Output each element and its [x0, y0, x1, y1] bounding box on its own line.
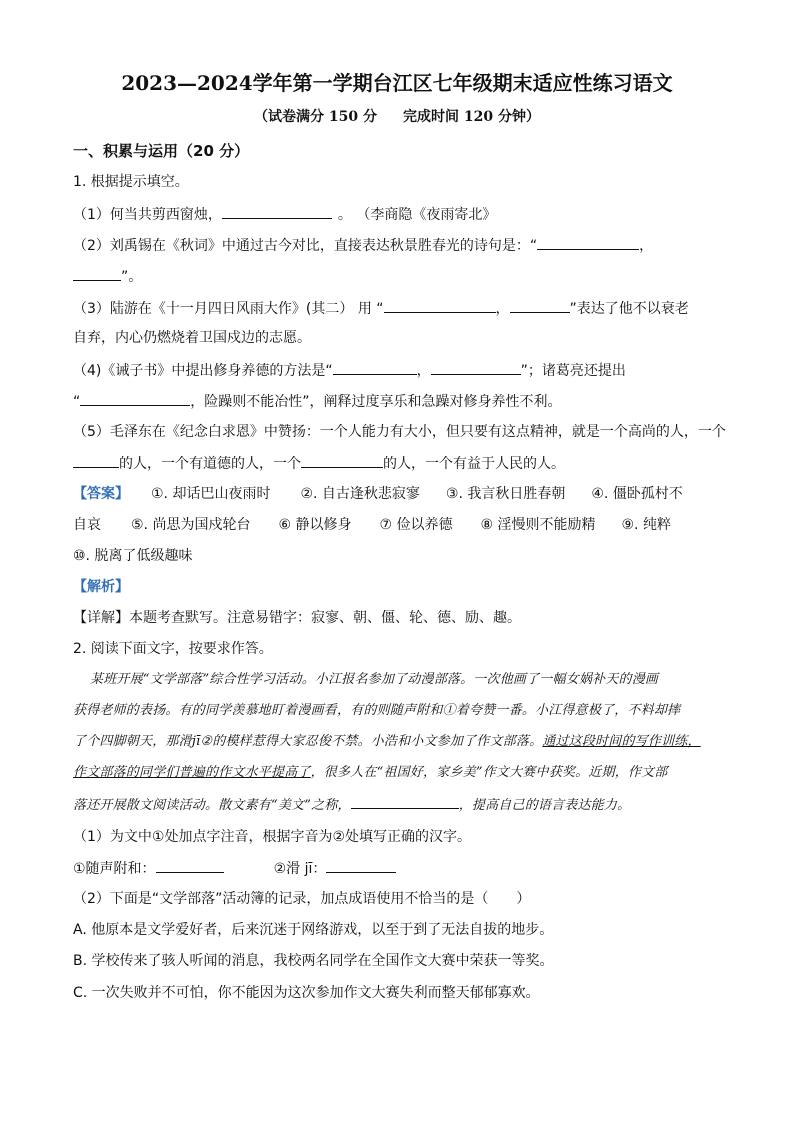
q1-item-5-text: 的人，一个有道德的人，一个: [119, 456, 301, 472]
q1-item-3: [73, 298, 689, 319]
answer-blank[interactable]: [333, 360, 417, 375]
section-heading: 一、积累与运用（20 分）: [73, 142, 250, 160]
answer-item: ②. 自古逢秋悲寂寥: [300, 486, 420, 502]
answer-blank[interactable]: [326, 858, 396, 873]
q1-item-4-comma: ，: [416, 363, 431, 379]
analysis-detail: [73, 608, 521, 628]
detail-text: 本题考查默写。注意易错字：寂寥、朝、僵、轮、德、励、趣。: [129, 610, 521, 626]
answer-item: ⑩. 脱离了低级趣味: [73, 548, 193, 564]
answer-blank[interactable]: [156, 858, 224, 873]
answer-blank[interactable]: [537, 235, 639, 250]
q1-item-2-comma: ，: [639, 238, 654, 254]
answer-blank[interactable]: [384, 298, 496, 313]
detail-tag: 【详解】: [73, 610, 129, 626]
sub-1-label-a: ①随声附和：: [73, 861, 156, 877]
q1-item-2: [73, 235, 653, 256]
answer-blank[interactable]: [431, 360, 521, 375]
mark-1: ①: [442, 703, 456, 718]
question-2-stem: 2. 阅读下面文字，按要求作答。: [73, 641, 273, 657]
passage-line: [73, 701, 680, 721]
page-title: 2023—2024学年第一学期台江区七年级期末适应性练习语文: [121, 71, 673, 95]
answer-item: ⑧ 淫慢则不能励精: [480, 517, 596, 533]
q1-item-2-end: ”。: [121, 269, 143, 285]
passage-text: ，很多人在“祖国好，家乡美”作文大赛中获奖。近期，作文部: [310, 765, 668, 780]
passage-line: [73, 763, 668, 783]
answer-blank[interactable]: [80, 391, 190, 406]
q1-item-3-tail: ”表达了他不以衰老: [569, 301, 689, 317]
q1-item-2-text: （2）刘禹锡在《秋词》中通过古今对比，直接表达秋景胜春光的诗句是：“: [73, 238, 538, 254]
mark-2: jī②: [191, 734, 213, 749]
passage-text: ，提高自己的语言表达能力。: [458, 798, 631, 813]
answer-item: ①. 却话巴山夜雨时: [151, 486, 271, 502]
q1-item-3-comma: ，: [495, 301, 510, 317]
passage-text: 了个四脚朝天，那滑: [73, 734, 192, 749]
answer-item: ③. 我言秋日胜春朝: [445, 486, 566, 502]
answer-line-3: [73, 546, 192, 566]
passage-text: 落还开展散文阅读活动。散文素有“美文”之称，: [73, 798, 351, 813]
score-info: （试卷满分 150 分: [254, 109, 377, 125]
answer-tag: 【答案】: [73, 486, 129, 502]
exam-info: [0, 107, 794, 127]
q1-item-2-cont: [73, 266, 142, 287]
answer-item: ⑤. 尚思为国戍轮台: [131, 517, 251, 533]
q1-item-4-quote: “: [73, 394, 81, 410]
q1-item-4: [73, 360, 626, 381]
passage-line: [73, 732, 701, 752]
analysis-tag: 【解析】: [73, 579, 129, 595]
answer-blank[interactable]: [73, 266, 121, 281]
q1-item-3-cont: 自弃，内心仍燃烧着卫国戍边的志愿。: [73, 330, 311, 346]
q1-item-5-cont: [73, 453, 565, 474]
question-1-stem: 1. 根据提示填空。: [73, 174, 189, 190]
q1-item-4-tail: ”；诸葛亮还提出: [520, 363, 626, 379]
q1-item-4-cont: [73, 391, 562, 412]
passage-text: 着夸赞一番。小江得意极了，不料却摔: [455, 703, 681, 718]
q1-item-1: [73, 204, 496, 225]
answer-item-cont: 自哀: [73, 517, 101, 533]
option-b[interactable]: B. 学校传来了骇人听闻的消息，我校两名同学在全国作文大赛中荣获一等奖。: [73, 953, 554, 969]
answer-blank[interactable]: [351, 794, 459, 809]
answer-item: ⑦ 俭以养德: [379, 517, 453, 533]
option-a[interactable]: A. 他原本是文学爱好者，后来沉迷于网络游戏，以至于到了无法自拔的地步。: [73, 922, 554, 938]
answer-item: ⑥ 静以修身: [278, 517, 352, 533]
option-c[interactable]: C. 一次失败并不可怕，你不能因为这次参加作文大赛失利而整天郁郁寡欢。: [73, 985, 540, 1001]
sub-1-label-b: ②滑 jī：: [273, 861, 327, 877]
answer-blank[interactable]: [73, 453, 119, 468]
q1-item-4-text: （4)《诫子书》中提出修身养德的方法是“: [73, 363, 333, 379]
q2-sub-1: （1）为文中①处加点字注音，根据字音为②处填写正确的汉字。: [73, 829, 472, 845]
time-info: 完成时间 120 分钟）: [403, 109, 540, 125]
answer-line-2: [73, 515, 671, 535]
answer-blank[interactable]: [301, 453, 383, 468]
passage-line: [73, 794, 630, 816]
answer-blank[interactable]: [222, 204, 332, 219]
q2-sub-2: （2）下面是“文学部落”活动簿的记录，加点成语使用不恰当的是（ ）: [73, 891, 531, 907]
q1-item-1-text: （1）何当共剪西窗烛，: [73, 207, 222, 223]
passage-line: 某班开展“文学部落”综合性学习活动。小江报名参加了动漫部落。一次他画了一幅女娲补天的漫画: [90, 672, 659, 687]
q1-item-1-source: 。 （李商隐《夜雨寄北》: [337, 207, 497, 223]
q1-item-5-end: 的人，一个有益于人民的人。: [383, 456, 565, 472]
answer-item: ④. 僵卧孤村不: [591, 486, 683, 502]
underlined-sentence: 通过这段时间的写作训练，: [542, 734, 701, 749]
q1-item-3-text: （3）陆游在《十一月四日风雨大作》(其二） 用 “: [73, 301, 384, 317]
answer-item: ⑨. 纯粹: [621, 517, 671, 533]
passage-text: 获得老师的表扬。有的同学羡慕地盯着漫画看，有的则随声附和: [73, 703, 443, 718]
underlined-sentence: 作文部落的同学们普遍的作文水平提高了: [73, 765, 311, 780]
q2-sub-1-answers: [73, 858, 396, 879]
passage-text: 的模样惹得大家忍俊不禁。小浩和小文参加了作文部落。: [212, 734, 543, 749]
answer-blank[interactable]: [510, 298, 570, 313]
answer-line-1: [73, 484, 683, 504]
q1-item-5: （5）毛泽东在《纪念白求恩》中赞扬：一个人能力有大小，但只要有这点精神，就是一个高尚的人，一个: [73, 424, 726, 440]
q1-item-4-end: ，险躁则不能冶性”，阐释过度享乐和急躁对修身养性不利。: [190, 394, 562, 410]
